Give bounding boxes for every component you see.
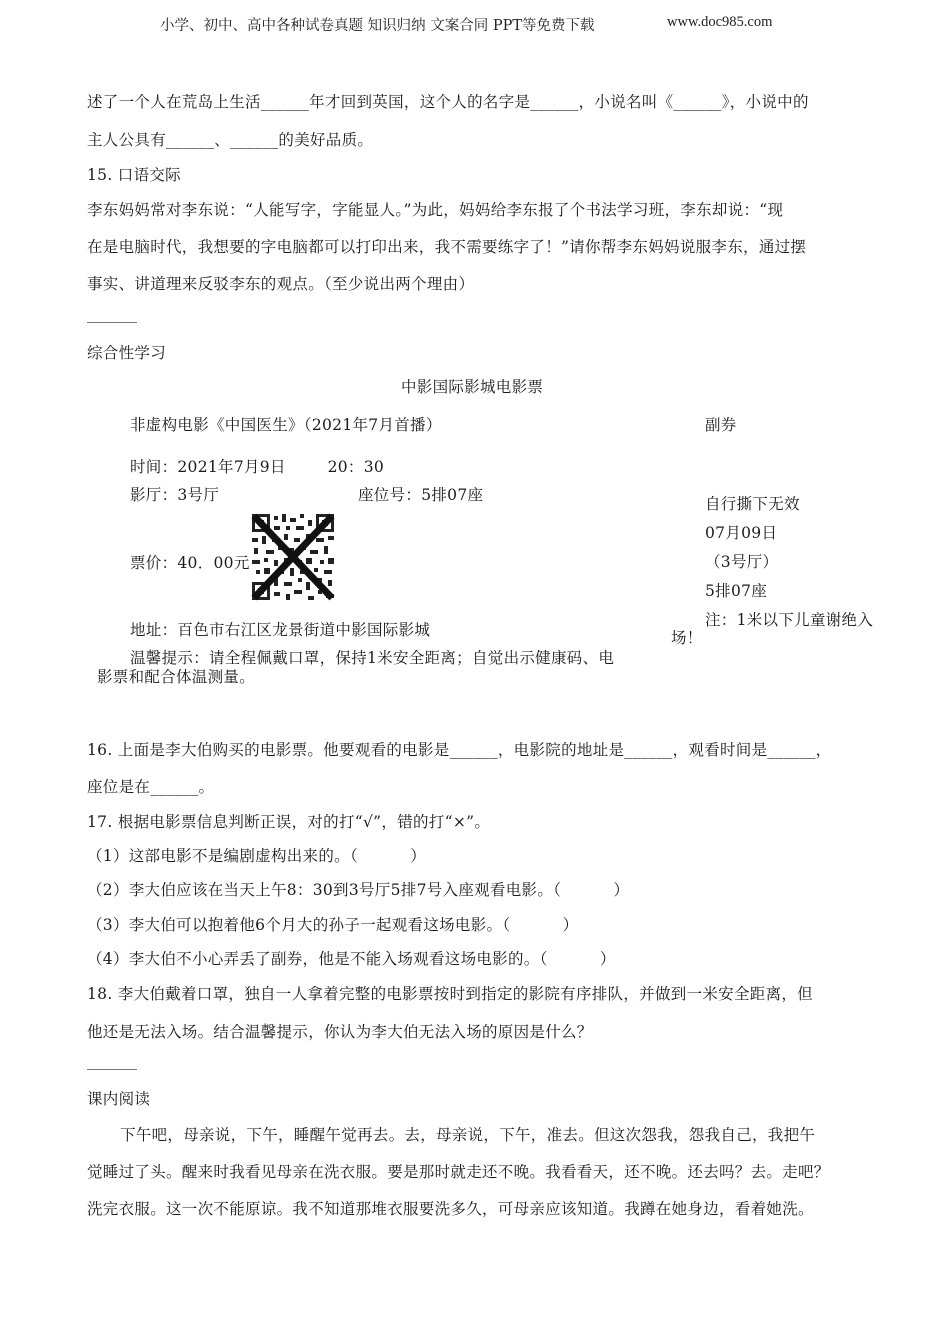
q15-line3: 事实、讲道理来反驳李东的观点。（至少说出两个理由） xyxy=(87,275,475,293)
ticket-seat: 座位号：5排07座 xyxy=(358,486,484,504)
q14-line1: 述了一个人在荒岛上生活______年才回到英国，这个人的名字是______，小说名叫《______》，小说中的 xyxy=(87,93,809,111)
q18-line1: 18. 李大伯戴着口罩，独自一人拿着完整的电影票按时到指定的影院有序排队，并做到一米安全距离，但 xyxy=(87,985,813,1003)
q18-line2: 他还是无法入场。结合温馨提示，你认为李大伯无法入场的原因是什么？ xyxy=(87,1023,593,1041)
ticket-tip-line1: 温馨提示：请全程佩戴口罩，保持1米安全距离；自觉出示健康码、电 xyxy=(130,649,615,667)
section-title-reading: 课内阅读 xyxy=(87,1090,151,1108)
answer-rule xyxy=(87,1069,137,1070)
header-url[interactable]: www.doc985.com xyxy=(667,14,773,30)
q17-item-1: （1）这部电影不是编剧虚构出来的。（ ） xyxy=(87,847,427,865)
ticket-address: 地址：百色市右江区龙景街道中影国际影城 xyxy=(130,621,431,639)
q16-line2: 座位是在______。 xyxy=(87,778,215,796)
q15-title: 15. 口语交际 xyxy=(87,166,181,184)
reading-line2: 觉睡过了头。醒来时我看见母亲在洗衣服。要是那时就走还不晚。我看看天，还不晚。还去吗？去。走吧？ xyxy=(87,1163,830,1181)
q17-title: 17. 根据电影票信息判断正误，对的打“√”，错的打“×”。 xyxy=(87,813,491,831)
q14-line2: 主人公具有______、______的美好品质。 xyxy=(87,131,374,149)
qr-code-crossed xyxy=(250,512,336,602)
ticket-movie: 非虚构电影《中国医生》（2021年7月首播） xyxy=(130,416,442,434)
header-title: 小学、初中、高中各种试卷真题 知识归纳 文案合同 PPT等免费下载 xyxy=(160,18,595,34)
q16-line1: 16. 上面是李大伯购买的电影票。他要观看的电影是______，电影院的地址是______，观看时间是______， xyxy=(87,741,832,759)
q17-item-3: （3）李大伯可以抱着他6个月大的孙子一起观看这场电影。（ ） xyxy=(87,916,579,934)
section-title-integrated: 综合性学习 xyxy=(87,344,167,362)
q15-line1: 李东妈妈常对李东说：“人能写字，字能显人。”为此，妈妈给李东报了个书法学习班，李东却说：“现 xyxy=(87,201,784,219)
q15-line2: 在是电脑时代，我想要的字电脑都可以打印出来，我不需要练字了！”请你帮李东妈妈说服李东，通过摆 xyxy=(87,238,807,256)
answer-rule xyxy=(87,322,137,323)
ticket-stub-hall: （3号厅） xyxy=(705,553,779,571)
ticket-hall: 影厅：3号厅 xyxy=(130,486,220,504)
ticket-stub-seat: 5排07座 xyxy=(705,582,768,600)
q17-item-2: （2）李大伯应该在当天上午8：30到3号厅5排7号入座观看电影。（ ） xyxy=(87,881,630,899)
ticket-tip-line2: 影票和配合体温测量。 xyxy=(97,668,256,686)
ticket-stub-void: 自行撕下无效 xyxy=(705,495,800,513)
ticket-price: 票价：40．00元 xyxy=(130,554,250,572)
ticket-title: 中影国际影城电影票 xyxy=(401,378,544,396)
ticket-time: 时间：2021年7月9日 20：30 xyxy=(130,458,385,476)
ticket-stub-note-line1: 注：1米以下儿童谢绝入 xyxy=(705,611,874,629)
q17-item-4: （4）李大伯不小心弄丢了副券，他是不能入场观看这场电影的。（ ） xyxy=(87,950,616,968)
reading-line3: 洗完衣服。这一次不能原谅。我不知道那堆衣服要洗多久，可母亲应该知道。我蹲在她身边，看着她洗。 xyxy=(87,1200,814,1218)
reading-line1: 下午吧，母亲说，下午，睡醒午觉再去。去，母亲说，下午，准去。但这次怨我，怨我自己，我把午 xyxy=(120,1126,816,1144)
ticket-stub-label: 副券 xyxy=(705,416,737,434)
ticket-stub-date: 07月09日 xyxy=(705,524,778,542)
ticket-stub-note-line2: 场！ xyxy=(671,629,703,647)
